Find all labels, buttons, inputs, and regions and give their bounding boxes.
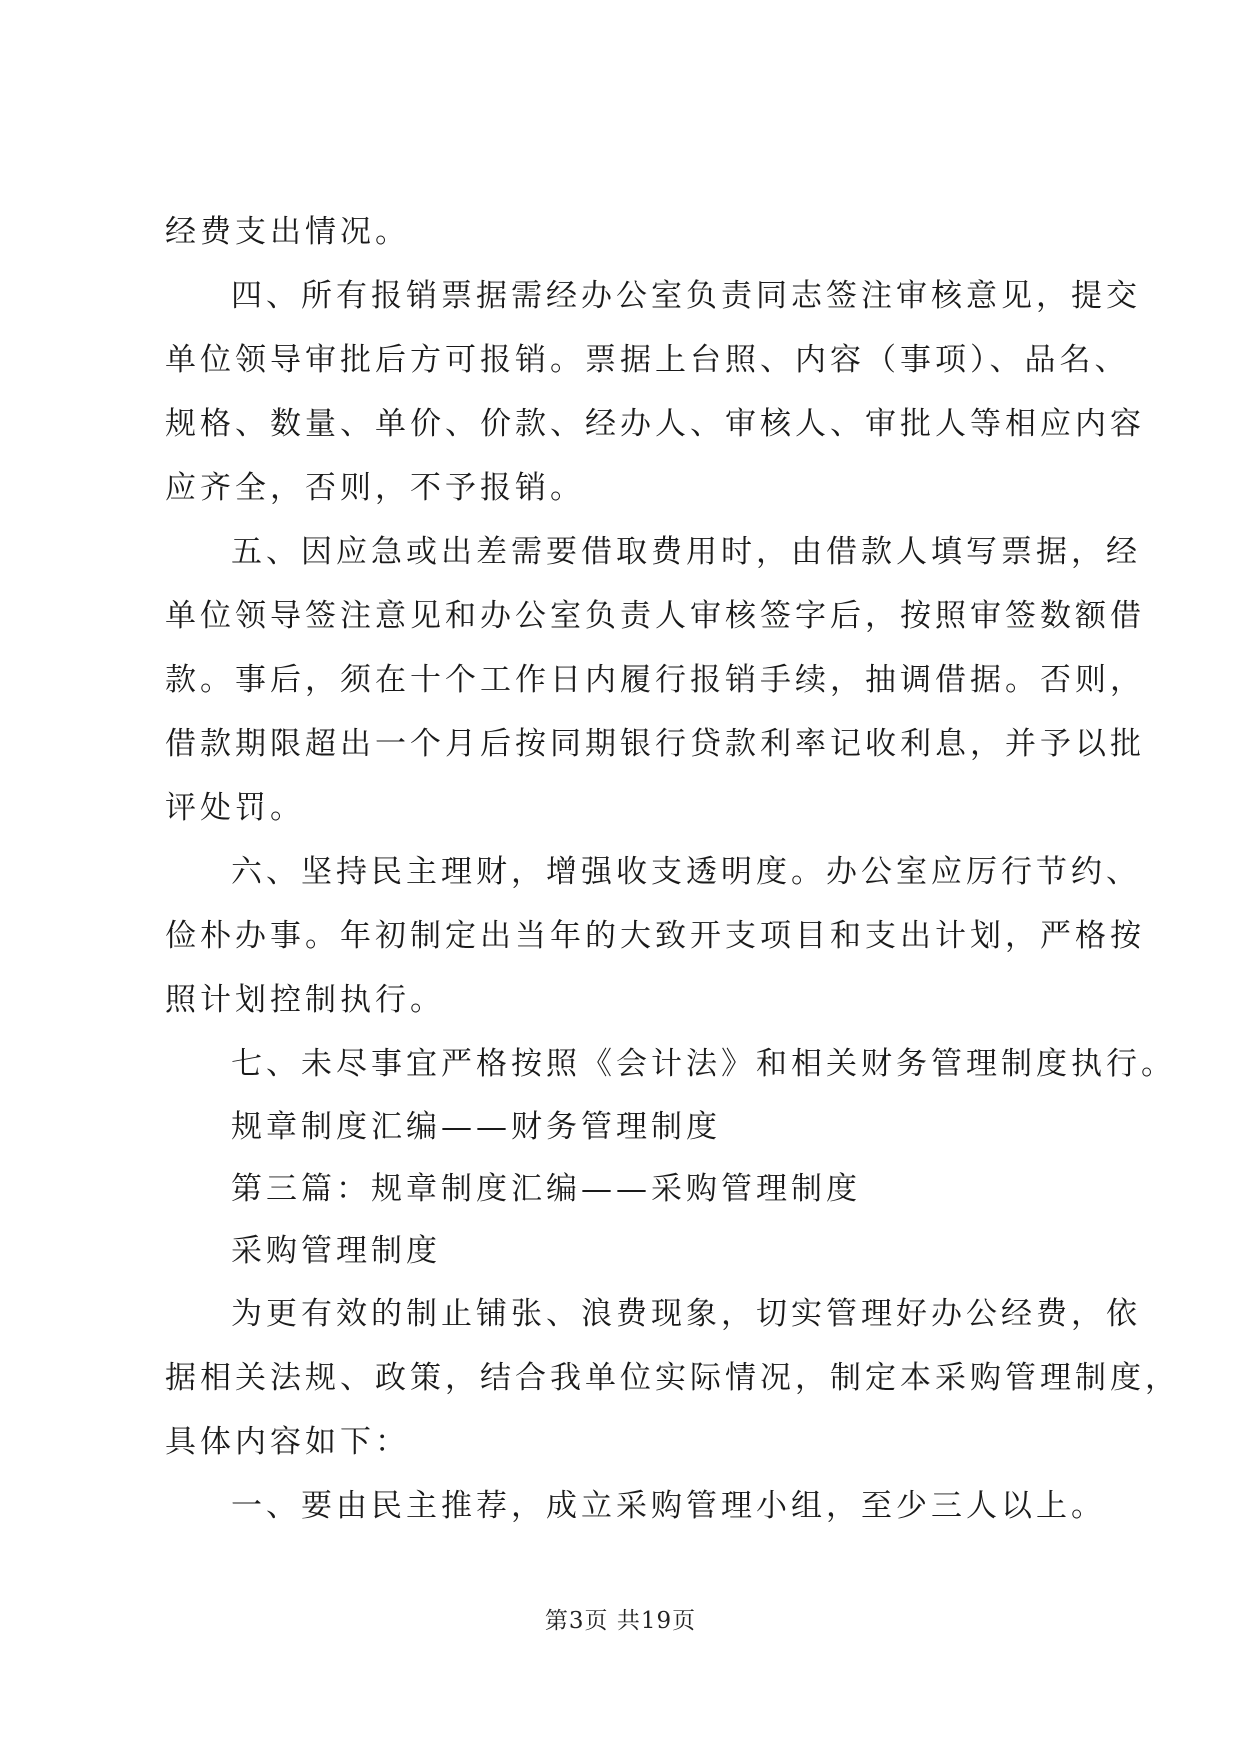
paragraph-line: 借款期限超出一个月后按同期银行贷款利率记收利息，并予以批: [165, 726, 1145, 762]
section-heading: 第三篇：规章制度汇编——采购管理制度: [231, 1171, 861, 1207]
page-number: 第3页 共19页: [544, 1608, 697, 1634]
paragraph-line: 七、未尽事宜严格按照《会计法》和相关财务管理制度执行。: [231, 1046, 1176, 1082]
paragraph-line: 六、坚持民主理财，增强收支透明度。办公室应厉行节约、: [231, 854, 1141, 890]
paragraph-line: 单位领导审批后方可报销。票据上台照、内容（事项）、品名、: [165, 342, 1130, 378]
paragraph-line: 规格、数量、单价、价款、经办人、审核人、审批人等相应内容: [165, 406, 1145, 442]
paragraph-line: 单位领导签注意见和办公室负责人审核签字后，按照审签数额借: [165, 598, 1145, 634]
paragraph-line: 四、所有报销票据需经办公室负责同志签注审核意见，提交: [231, 278, 1141, 314]
paragraph-line: 经费支出情况。: [165, 214, 410, 250]
paragraph-line: 款。事后，须在十个工作日内履行报销手续，抽调借据。否则，: [165, 662, 1145, 698]
document-body: [165, 200, 1180, 1538]
section-heading: 规章制度汇编——财务管理制度: [231, 1109, 721, 1145]
paragraph-line: 一、要由民主推荐，成立采购管理小组，至少三人以上。: [231, 1488, 1106, 1524]
section-heading: 采购管理制度: [231, 1233, 441, 1269]
paragraph-line: 为更有效的制止铺张、浪费现象，切实管理好办公经费，依: [231, 1296, 1141, 1332]
paragraph-line: 据相关法规、政策，结合我单位实际情况，制定本采购管理制度，: [165, 1360, 1180, 1396]
paragraph-line: 俭朴办事。年初制定出当年的大致开支项目和支出计划，严格按: [165, 918, 1145, 954]
paragraph-line: 五、因应急或出差需要借取费用时，由借款人填写票据，经: [231, 534, 1141, 570]
paragraph-line: 评处罚。: [165, 790, 305, 826]
paragraph-line: 具体内容如下：: [165, 1424, 410, 1460]
paragraph-line: 照计划控制执行。: [165, 982, 445, 1018]
paragraph-line: 应齐全，否则，不予报销。: [165, 470, 585, 506]
